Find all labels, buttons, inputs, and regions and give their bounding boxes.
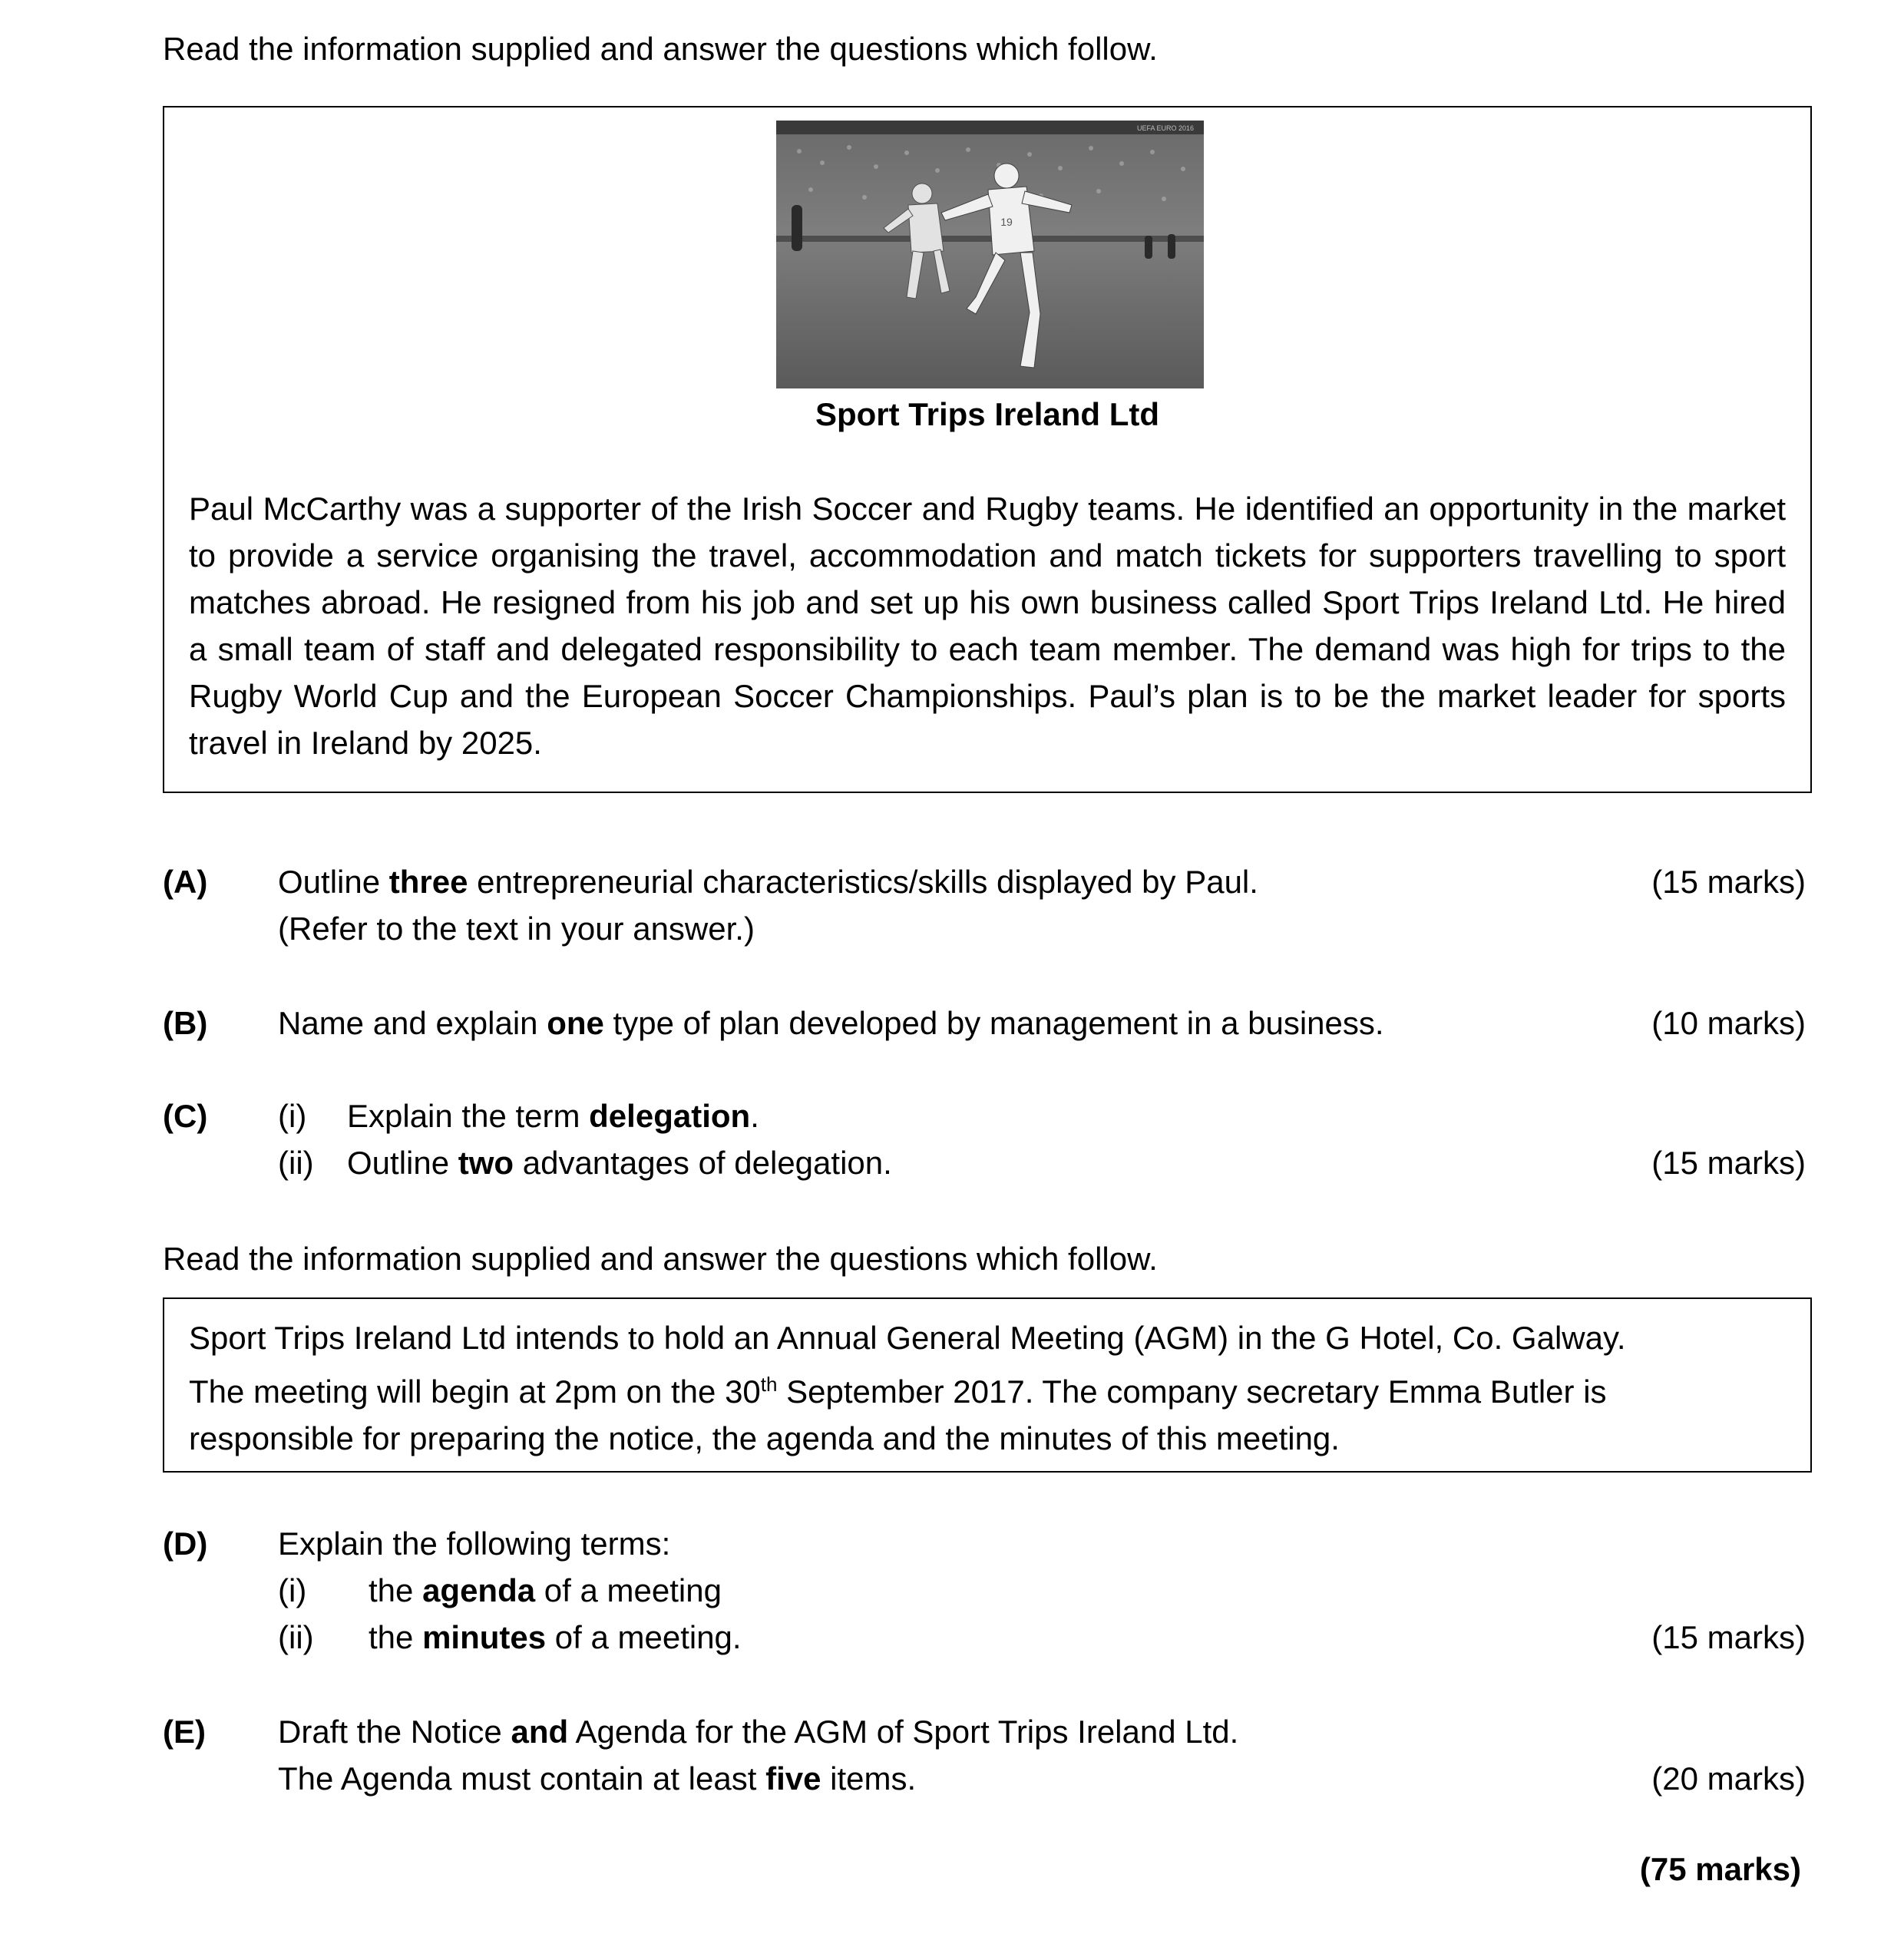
question-d-i-bold: agenda (422, 1572, 536, 1608)
case-study-paragraph: Paul McCarthy was a supporter of the Irish Soccer and Rugby teams. He identified an opportunity in the market to provide a service organising the travel, accommodation and match tickets for supporters travelling to sport matches abroad. He resigned from his job and set up his own business called Sport Trips Ireland Ltd. He hired a small team of staff and delegated responsibility to each team member. The demand was high for trips to the Rugby World Cup and the European Soccer Championships. Paul’s plan is to be the market leader for sports travel in Ireland by 2025. (189, 491, 1786, 761)
question-c-ii-bold: two (458, 1145, 514, 1181)
question-d-i-pre: the (369, 1572, 423, 1608)
question-d-i-post: of a meeting (535, 1572, 722, 1608)
question-a-text (278, 858, 1660, 952)
question-b-post: type of plan developed by management in a business. (603, 1005, 1384, 1041)
question-e-text (278, 1708, 1660, 1802)
question-b-pre: Name and explain (278, 1005, 547, 1041)
football-celebration-photo (776, 121, 1204, 388)
agm-line-1: Sport Trips Ireland Ltd intends to hold an Annual General Meeting (AGM) in the G Hotel, Co. Galway. (189, 1320, 1626, 1356)
question-a-line2: (Refer to the text in your answer.) (278, 911, 755, 947)
question-c-text (278, 1093, 1660, 1186)
question-d-ii-num: (ii) (278, 1619, 314, 1655)
question-c-label: (C) (163, 1098, 208, 1134)
photo-banner-text: UEFA EURO 2016 (1137, 124, 1195, 132)
question-e-l1-bold: and (511, 1714, 569, 1750)
question-e-l1-pre: Draft the Notice (278, 1714, 511, 1750)
question-a-post: entrepreneurial characteristics/skills displayed by Paul. (468, 864, 1258, 900)
question-c-i-pre: Explain the term (347, 1098, 590, 1134)
intro-text-1: Read the information supplied and answer the questions which follow. (163, 31, 1158, 67)
question-a-pre: Outline (278, 864, 389, 900)
question-c-ii-num: (ii) (278, 1145, 314, 1181)
question-d-line1: Explain the following terms: (278, 1526, 671, 1562)
agm-line-3: responsible for preparing the notice, the agenda and the minutes of this meeting. (189, 1420, 1340, 1456)
agm-line-2-post: September 2017. The company secretary Emma Butler is (777, 1373, 1607, 1410)
question-e-l1-post: Agenda for the AGM of Sport Trips Ireland Ltd. (568, 1714, 1239, 1750)
question-c-i-bold: delegation (589, 1098, 751, 1134)
photo-shirt-number: 19 (1000, 216, 1013, 228)
question-a-label: (A) (163, 864, 208, 900)
question-b-text (278, 1000, 1660, 1046)
question-d-text (278, 1520, 1660, 1661)
question-e-l2-bold: five (765, 1760, 821, 1797)
question-d-i-num: (i) (278, 1572, 307, 1608)
question-b-bold: one (547, 1005, 604, 1041)
question-d-ii-bold: minutes (422, 1619, 547, 1655)
question-d-label: (D) (163, 1526, 208, 1562)
agm-line-2-pre: The meeting will begin at 2pm on the 30 (189, 1373, 761, 1410)
agm-line-2 (189, 1361, 1786, 1415)
question-a-bold: three (388, 864, 468, 900)
agm-paragraph (189, 1314, 1786, 1462)
agm-line-2-sup: th (760, 1373, 778, 1396)
question-c-ii-post: advantages of delegation. (514, 1145, 892, 1181)
question-c-i-num: (i) (278, 1098, 307, 1134)
question-c-i-post: . (750, 1098, 759, 1134)
question-d-ii-post: of a meeting. (546, 1619, 742, 1655)
case-study-box-1 (163, 106, 1812, 793)
question-e-label: (E) (163, 1714, 206, 1750)
photo-caption: Sport Trips Ireland Ltd (815, 396, 1160, 432)
intro-text-2: Read the information supplied and answer the questions which follow. (163, 1241, 1158, 1277)
question-e-marks: (20 marks) (1651, 1760, 1806, 1797)
question-e-l2-pre: The Agenda must contain at least (278, 1760, 766, 1797)
question-e-l2-post: items. (821, 1760, 917, 1797)
question-b-marks: (10 marks) (1651, 1005, 1806, 1041)
question-c-ii-pre: Outline (347, 1145, 458, 1181)
total-marks: (75 marks) (1639, 1851, 1801, 1887)
question-a-marks: (15 marks) (1651, 864, 1806, 900)
question-d-marks: (15 marks) (1651, 1619, 1806, 1655)
photo-image (776, 121, 1204, 388)
question-c-marks: (15 marks) (1651, 1145, 1806, 1181)
question-d-ii-pre: the (369, 1619, 423, 1655)
question-b-label: (B) (163, 1005, 208, 1041)
case-study-box-2 (163, 1297, 1812, 1473)
